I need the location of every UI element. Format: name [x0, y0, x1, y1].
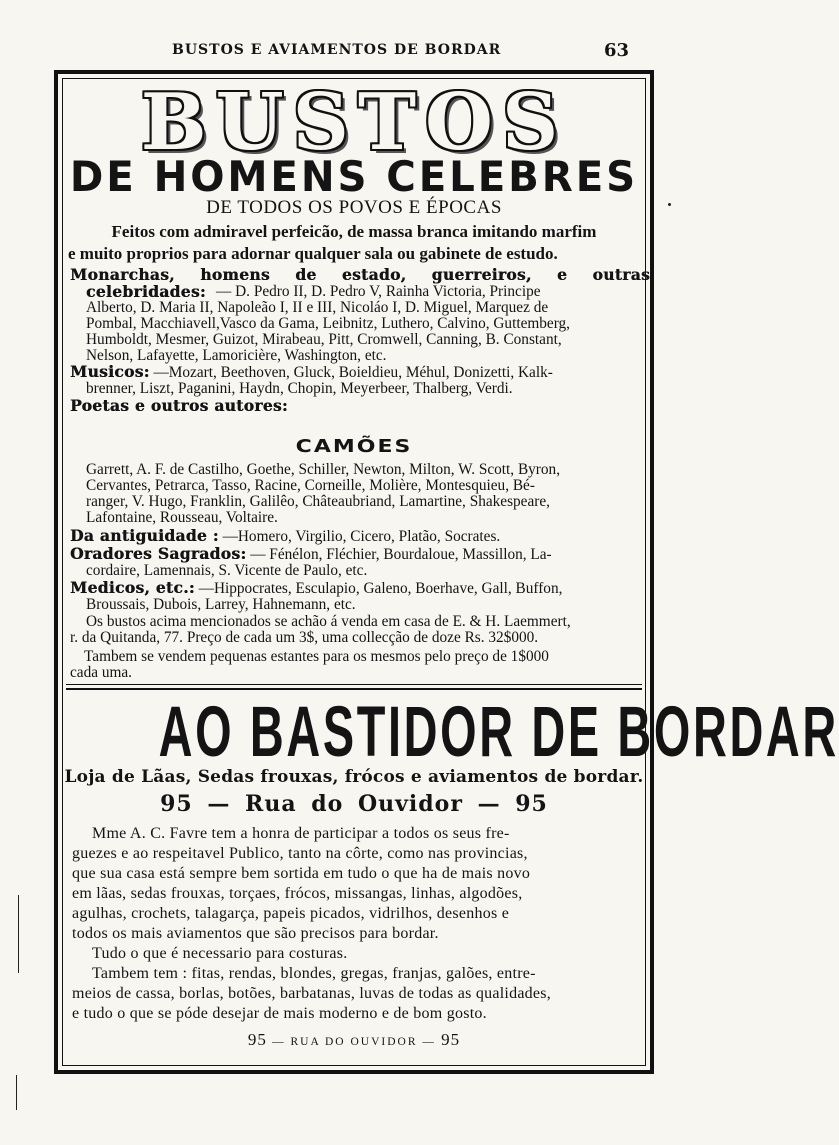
- body-line-2: guezes e ao respeitavel Publico, tanto na côrte, como nas provincias,: [72, 845, 528, 862]
- intro-line-1: Feitos com admiravel perfeicão, de massa branca imitando marfim: [111, 222, 597, 241]
- poets-line-4: Lafontaine, Rousseau, Voltaire.: [86, 509, 278, 526]
- monarchs-heading-cont: celebridades:: [86, 282, 206, 301]
- page-number: 63: [604, 40, 630, 61]
- intro-line-2: e muito proprios para adornar qualquer sala ou gabinete de estudo.: [68, 244, 558, 263]
- monarchs-line-4: Humboldt, Mesmer, Guizot, Mirabeau, Pitt, Cromwell, Canning, B. Constant,: [86, 331, 562, 348]
- section-divider-thin: [66, 684, 642, 685]
- ink-dot: [668, 203, 671, 206]
- address-footer: [58, 1030, 650, 1050]
- footer-number-right: 95: [441, 1030, 461, 1049]
- poets-heading-row: [70, 398, 650, 415]
- poets-section: [86, 462, 651, 526]
- shelves-line-2: cada uma.: [70, 664, 133, 681]
- footer-street: — RUA DO OUVIDOR —: [272, 1036, 436, 1048]
- shop-address: 95 — Rua do Ouvidor — 95: [160, 791, 548, 817]
- doctors-line-2: Broussais, Dubois, Larrey, Hahnemann, etc.: [86, 596, 356, 613]
- sale-line-1: Os bustos acima mencionados se achão á venda em casa de E. & H. Laemmert,: [86, 613, 571, 630]
- margin-ink-mark-lower: [16, 1075, 17, 1110]
- bustos-headline: BUSTOS: [140, 77, 568, 168]
- body-line-3: que sua casa está sempre bem sortida em tudo o que ha de mais novo: [72, 865, 531, 882]
- antiquity-section: [70, 528, 650, 545]
- all-peoples-tagline: DE TODOS OS POVOS E ÉPOCAS: [206, 197, 502, 218]
- doctors-heading: Medicos, etc.:: [70, 578, 195, 597]
- orators-heading: Oradores Sagrados:: [70, 544, 247, 563]
- musicians-line-1: —Mozart, Beethoven, Gluck, Boieldieu, Méhul, Donizetti, Kalk-: [153, 364, 553, 381]
- doctors-section: [70, 580, 650, 613]
- margin-ink-mark: [18, 895, 19, 973]
- body-line-5: agulhas, crochets, talagarça, papeis picados, vidrilhos, desenhos e: [72, 905, 510, 922]
- orators-line-1: — Fénélon, Fléchier, Bourdaloue, Massillon, La-: [250, 546, 552, 563]
- orators-line-2: cordaire, Lamennais, S. Vicente de Paulo, etc.: [86, 562, 368, 579]
- sale-line-2: r. da Quitanda, 77. Preço de cada um 3$, uma collecção de doze Rs. 32$000.: [70, 629, 539, 646]
- body-line-6: todos os mais aviamentos que são precisos para bordar.: [72, 925, 439, 942]
- body-line-9: meios de cassa, borlas, botões, barbatanas, luvas de todas as qualidades,: [72, 985, 552, 1002]
- monarchs-line-1: — D. Pedro II, D. Pedro V, Rainha Victoria, Principe: [216, 283, 541, 300]
- body-line-10: e tudo o que se póde desejar de mais moderno e de bom gosto.: [72, 1005, 487, 1022]
- poets-line-2: Cervantes, Petrarca, Tasso, Racine, Corneille, Molière, Montesquieu, Bé-: [86, 477, 535, 494]
- monarchs-line-2: Alberto, D. Maria II, Napoleão I, II e III, Nicoláo I, D. Miguel, Marquez de: [86, 299, 549, 316]
- orators-section: [70, 546, 650, 579]
- poets-line-1: Garrett, A. F. de Castilho, Goethe, Schiller, Newton, Milton, W. Scott, Byron,: [86, 461, 561, 478]
- shelves-section: [70, 649, 650, 681]
- favre-body: [72, 824, 650, 1024]
- celebrated-men-heading: DE HOMENS CELEBRES: [69, 152, 639, 201]
- body-line-4: em lãas, sedas frouxas, torçaes, frócos, missangas, linhas, algodões,: [72, 885, 523, 902]
- running-title: BUSTOS E AVIAMENTOS DE BORDAR: [172, 42, 502, 58]
- running-header: [0, 42, 736, 64]
- body-line-1: Mme A. C. Favre tem a honra de participar a todos os seus fre-: [92, 825, 510, 842]
- shelves-line-1: Tambem se vendem pequenas estantes para os mesmos pelo preço de 1$000: [84, 648, 549, 665]
- antiquity-line: —Homero, Virgilio, Cicero, Platão, Socrates.: [222, 528, 501, 545]
- sale-section: [70, 614, 650, 646]
- poets-heading: Poetas e outros autores:: [70, 396, 288, 415]
- shop-subtitle: Loja de Lãas, Sedas frouxas, frócos e aviamentos de bordar.: [64, 767, 644, 787]
- footer-number-left: 95: [247, 1030, 267, 1049]
- monarchs-heading: Monarchas, homens de estado, guerreiros, e outras: [70, 265, 650, 284]
- musicians-section: [70, 364, 650, 397]
- body-line-8: Tambem tem : fitas, rendas, blondes, gregas, franjas, galões, entre-: [92, 965, 536, 982]
- doctors-line-1: —Hippocrates, Esculapio, Galeno, Boerhave, Gall, Buffon,: [198, 580, 563, 597]
- monarchs-section: [70, 267, 650, 364]
- body-line-7: Tudo o que é necessario para costuras.: [92, 945, 348, 962]
- bastidor-headline: AO BASTIDOR DE BORDAR: [158, 693, 839, 772]
- musicians-heading: Musicos:: [70, 362, 150, 381]
- camoes-name: CAMÕES: [295, 436, 413, 457]
- monarchs-line-3: Pombal, Macchiavell,Vasco da Gama, Leibnitz, Luthero, Calvino, Guttemberg,: [86, 315, 570, 332]
- antiquity-heading: Da antiguidade :: [70, 526, 219, 545]
- monarchs-line-5: Nelson, Lafayette, Lamoricière, Washington, etc.: [86, 347, 387, 364]
- advertisement-frame: [54, 70, 839, 1074]
- poets-line-3: ranger, V. Hugo, Franklin, Galilêo, Châteaubriand, Lamartine, Shakespeare,: [86, 493, 550, 510]
- musicians-line-2: brenner, Liszt, Paganini, Haydn, Chopin, Meyerbeer, Thalberg, Verdi.: [86, 380, 513, 397]
